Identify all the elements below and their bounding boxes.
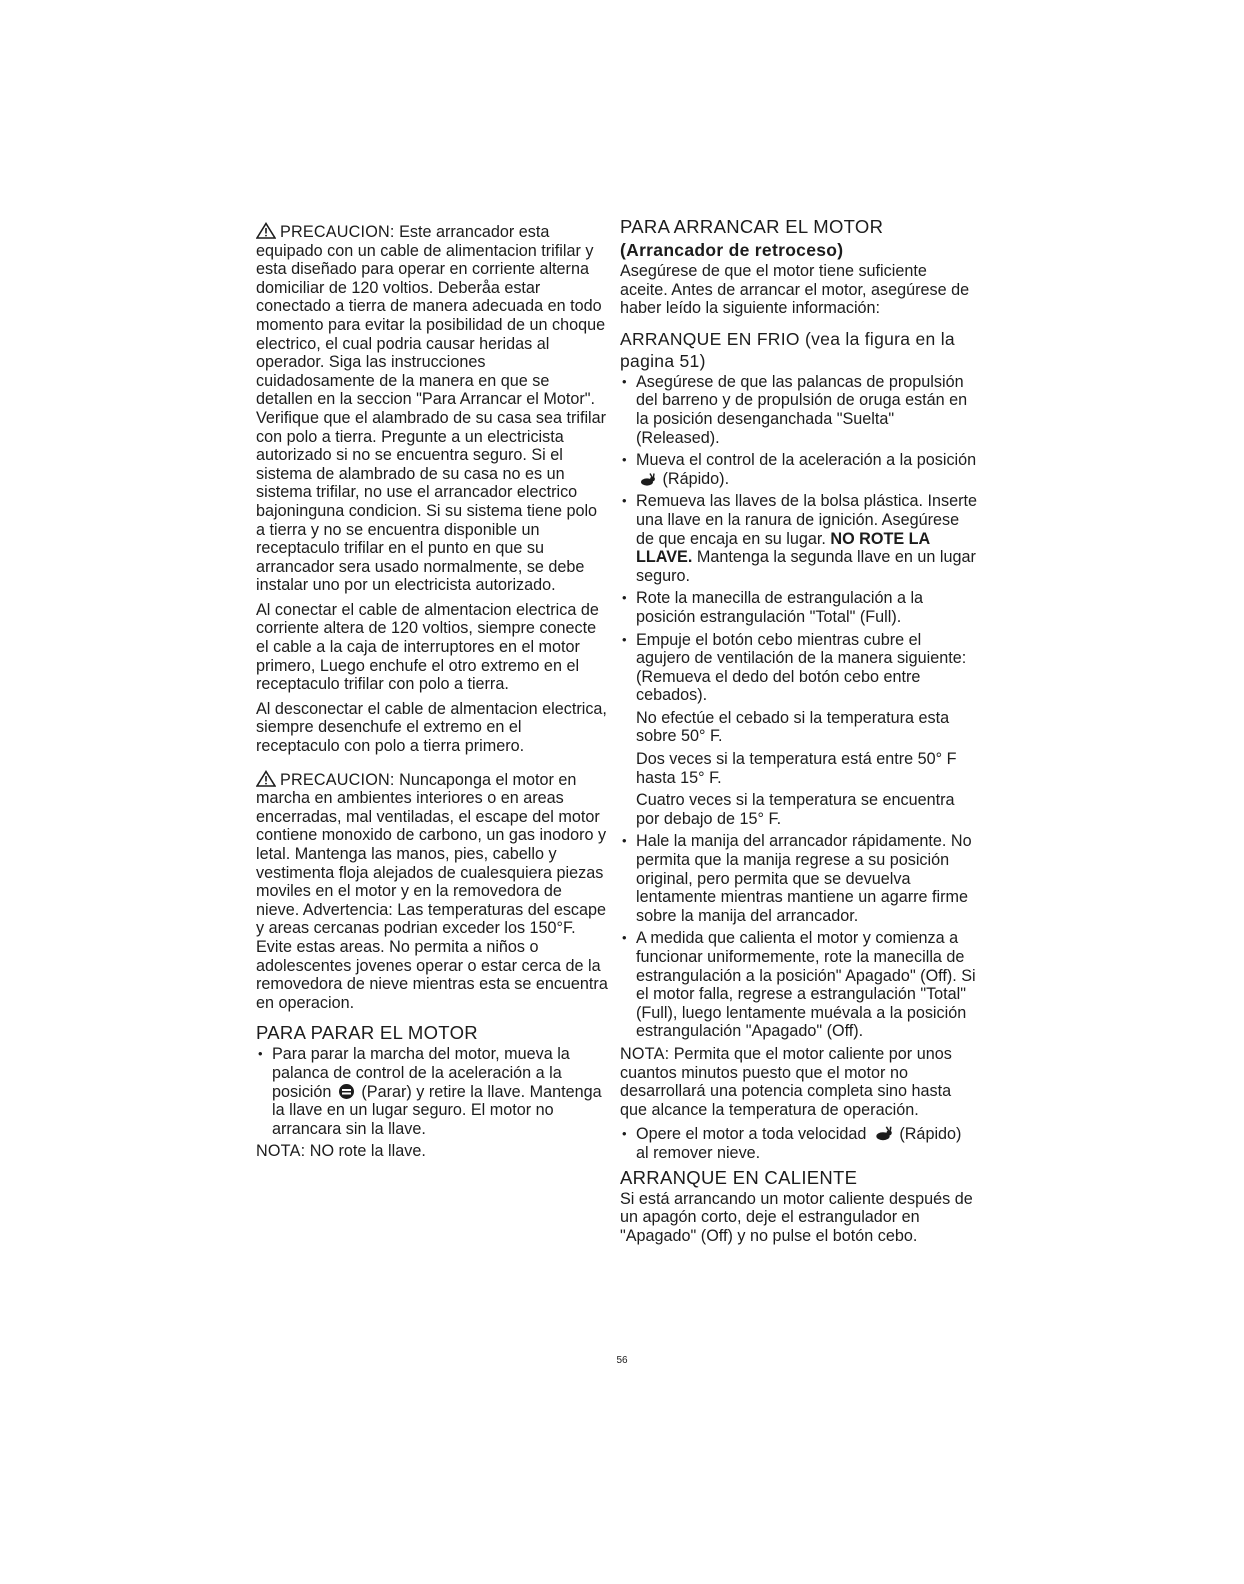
list-item: • Para parar la marcha del motor, mueva la palanca de control de la aceleración a la posición (Parar) y retire la llave. Mantenga la llave en un lugar seguro. El motor no arrancara sin la llave.: [256, 1045, 608, 1138]
prime-four: Cuatro veces si la temperatura se encuentra por debajo de 15° F.: [636, 791, 955, 828]
list-item: • A medida que calienta el motor y comienza a funcionar uniformemente, rote la manecilla de estrangulación a la posición" Apagado" (Off). Si el motor falla, regrese a estrangulación "Total" (Full), luego lentamente muévala a la posición estrangulación "Apagado" (Off).: [620, 929, 978, 1041]
start-engine-heading: PARA ARRANCAR EL MOTOR: [620, 216, 884, 237]
connect-paragraph: Al conectar el cable de almentacion electrica de corriente altera de 120 voltios, siempre conecte el cable a la caja de interruptores en el motor primero, Luego enchufe el otro extremo en el receptaculo trifilar con polo a tierra.: [256, 600, 599, 694]
caution-label: PRECAUCION:: [280, 770, 395, 789]
list-item: • Hale la manija del arrancador rápidamente. No permita que la manija regrese a su posición original, pero permita que se devuelva lentamente mientras mantiene un agarre firme sobre la manija del arrancador.: [620, 832, 978, 925]
note-label: NOTA:: [256, 1142, 306, 1161]
page-number: 56: [616, 1355, 628, 1366]
stop-engine-list: [256, 1045, 608, 1138]
warning-triangle-icon: [256, 770, 276, 787]
note-label: NOTA:: [620, 1044, 670, 1063]
warning-triangle-icon: [256, 222, 276, 239]
list-item: • Opere el motor a toda velocidad (Rápido) al remover nieve.: [620, 1125, 978, 1162]
stop-note: NOTA: NO rote la llave.: [256, 1142, 426, 1161]
right-column: [620, 216, 978, 1251]
start-intro: Asegúrese de que el motor tiene suficiente aceite. Antes de arrancar el motor, asegúrese de haber leído la siguiente información:: [620, 262, 970, 318]
cold-start-list: [620, 373, 978, 705]
warm-start-text: Si está arrancando un motor caliente después de un apagón corto, deje el estrangulador en "Apagado" (Off) y no pulse el botón cebo.: [620, 1189, 973, 1245]
left-column: [256, 222, 608, 1167]
rabbit-fast-icon: [873, 1126, 893, 1142]
start-engine-subheading: (Arrancador de retroceso): [620, 240, 844, 260]
caution-text: Este arrancador esta equipado con un cable de alimentacion trifilar y esta diseñado para operar en corriente alterna domiciliar de 120 voltios. Deberåa estar conectado a tierra de manera adecuada en todo momento para evitar la posibilidad de un choque electrico, el cual podria causar heridas al operador. Siga las instrucciones cuidadosamente de la manera en que se detallen en la seccion "Para Arrancar el Motor". Verifique que el alambrado de su casa sea trifilar con polo a tierra. Pregunte a un electricista autorizado si no se encuentra seguro. Si el sistema de alambrado de su casa no es un sistema trifilar, no use el arrancador electrico bajoninguna condicion. Si su sistema tiene polo a tierra y no se encuentra disponible un receptaculo trifilar en el punto en que su arrancador sera usado normalmente, se debe instalar uno por un electricista autorizado.: [256, 223, 607, 595]
stop-symbol-icon: [338, 1083, 355, 1100]
caution-label: PRECAUCION:: [280, 223, 395, 241]
stop-engine-heading: PARA PARAR EL MOTOR: [256, 1022, 478, 1044]
caution-paragraph-starter: [256, 222, 608, 595]
list-item: • Rote la manecilla de estrangulación a la posición estrangulación "Total" (Full).: [620, 589, 978, 626]
caution-text: Nuncaponga el motor en marcha en ambientes interiores o en areas encerradas, mal ventiladas, el escape del motor contiene monoxido de carbono, un gas inodoro y letal. Mantenga las manos, pies, cabello y vestimenta floja alejados de cualesquiera piezas moviles en el motor y en la removedora de nieve. Advertencia: Las temperaturas del escape y areas cercanas podrian exceder los 150°F. Evite estas areas. No permita a niños o adolescentes jovenes operar o estar cerca de la removedora de nieve mientras esta se encuentra en operacion.: [256, 770, 608, 1012]
disconnect-paragraph: Al desconectar el cable de almentacion electrica, siempre desenchufe el extremo en el receptaculo con polo a tierra primero.: [256, 699, 607, 756]
warm-start-heading: ARRANQUE EN CALIENTE: [620, 1166, 858, 1188]
cold-start-heading: ARRANQUE EN FRIO (vea la figura en la pagina 51): [620, 328, 955, 371]
list-item: • Empuje el botón cebo mientras cubre el agujero de ventilación de la manera siguiente: (Remueva el dedo del botón cebo entre cebados).: [620, 631, 978, 705]
prime-none: No efectúe el cebado si la temperatura esta sobre 50° F.: [636, 708, 950, 746]
list-item: • Remueva las llaves de la bolsa plástica. Inserte una llave en la ranura de ignición. Asegúrese de que encaja en su lugar. NO ROTE LA LLAVE. Mantenga la segunda llave en un lugar seguro.: [620, 492, 978, 585]
caution-paragraph-indoors: [256, 770, 608, 1013]
cold-start-list-continued: [620, 832, 978, 1041]
rabbit-fast-icon: [638, 473, 656, 487]
warmup-note: NOTA: Permita que el motor caliente por unos cuantos minutos puesto que el motor no desarrollará una potencia completa sino hasta que alcance la temperatura de operación.: [620, 1044, 952, 1119]
prime-twice: Dos veces si la temperatura está entre 50° F hasta 15° F.: [636, 750, 957, 787]
list-item: • Mueva el control de la aceleración a la posición (Rápido).: [620, 451, 978, 488]
operate-list: [620, 1125, 978, 1162]
list-item: • Asegúrese de que las palancas de propulsión del barreno y de propulsión de oruga están en la posición desenganchada "Suelta" (Released).: [620, 373, 978, 447]
